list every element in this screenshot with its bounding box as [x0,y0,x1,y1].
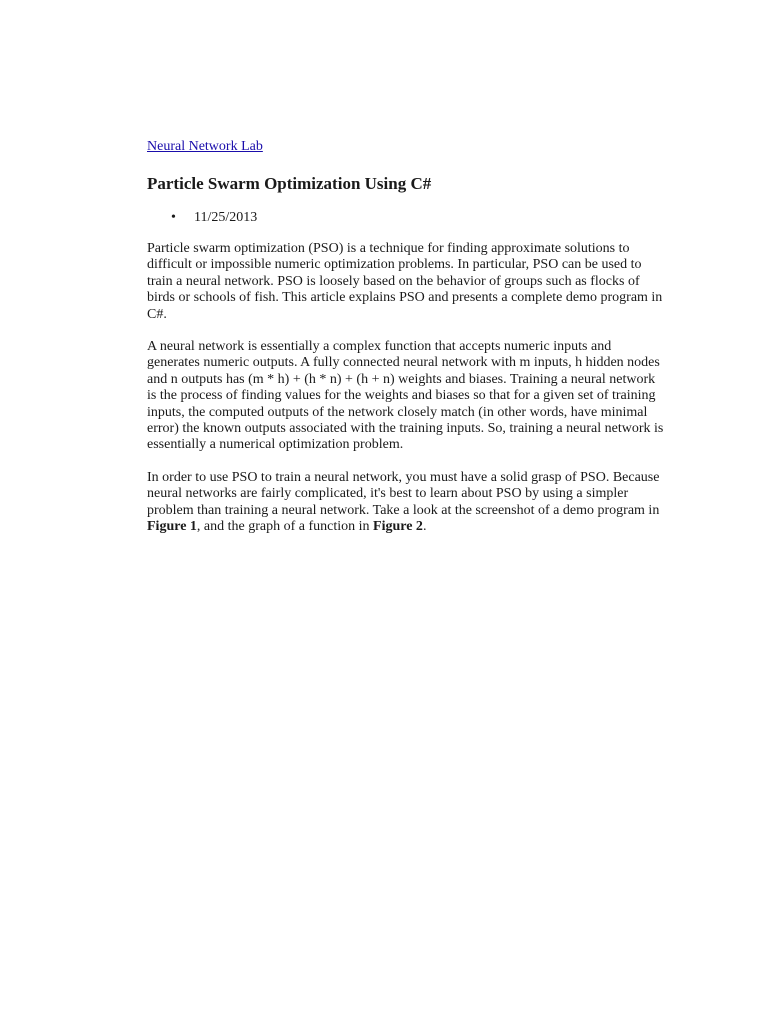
paragraph-text: In order to use PSO to train a neural network, you must have a solid grasp of PSO. Because neural networks are fairly complicated, it's best to learn about PSO by using a simpler problem than training a neural network. Take a look at the screenshot of a demo program in [147,469,660,518]
paragraph-text: . [422,519,427,535]
article-date: 11/25/2013 [194,210,258,225]
article [147,137,667,536]
figure-1-reference: Figure 1 [147,519,197,535]
paragraph-neural-network: A neural network is essentially a complex function that accepts numeric inputs and generates numeric outputs. A fully connected neural network with m inputs, h hidden nodes and n outputs has (m * h) + (h * n) + (h + n) weights and biases. Training a neural network is the process of finding values for the weights and biases so that for a given set of training inputs, the computed outputs of the network closely match (in other words, have minimal error) the known outputs associated with the training inputs. So, training a neural network is essentially a numerical optimization problem. [147,339,664,453]
section-link-neural-network-lab[interactable]: Neural Network Lab [147,139,263,154]
figure-2-reference: Figure 2 [373,519,423,535]
bullet-icon: • [171,210,176,225]
article-date-item [147,209,667,227]
paragraph-text: , and the graph of a function in [196,519,374,535]
paragraph-pso-demo [147,470,667,536]
article-title: Particle Swarm Optimization Using C# [147,174,432,193]
article-meta-list [147,209,667,227]
paragraph-intro: Particle swarm optimization (PSO) is a technique for finding approximate solutions to difficult or impossible numeric optimization problems. In particular, PSO can be used to train a neural network. PSO is loosely based on the behavior of groups such as flocks of birds or schools of fish. This article explains PSO and presents a complete demo program in C#. [147,241,663,322]
